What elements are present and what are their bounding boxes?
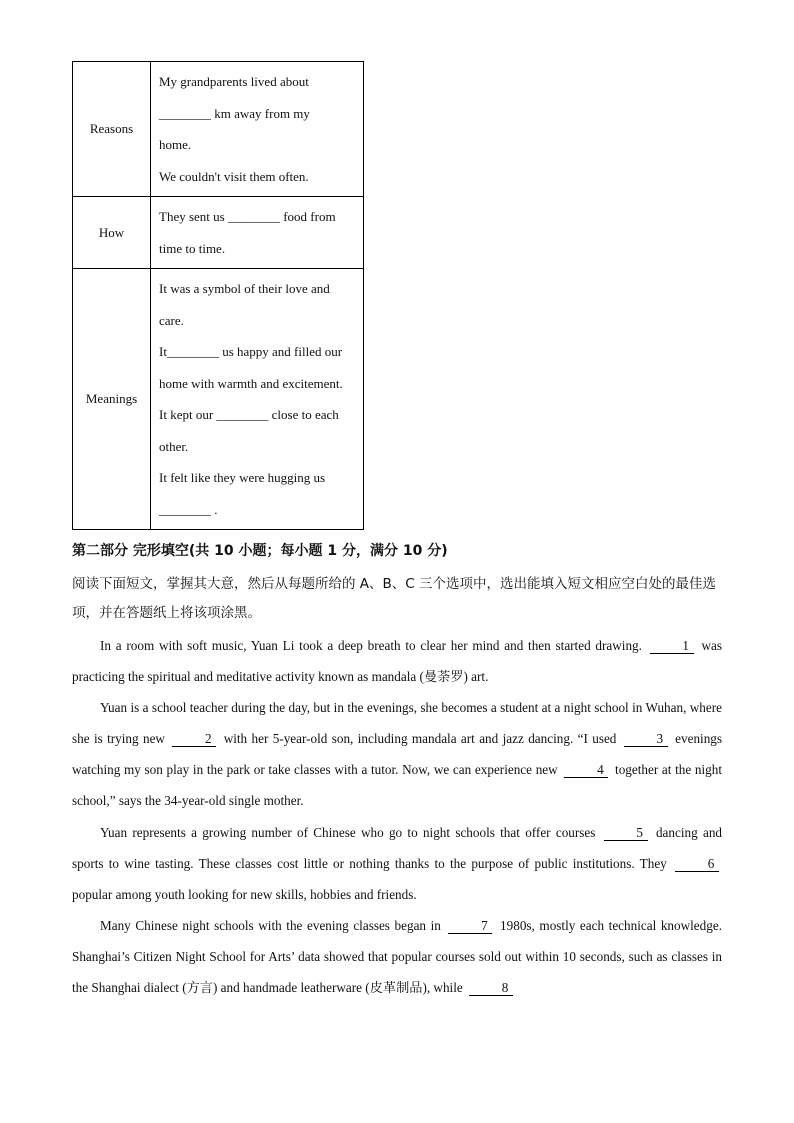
passage-text: Many Chinese night schools with the evening classes began in xyxy=(100,917,441,933)
row-label: How xyxy=(73,197,151,269)
info-table xyxy=(72,61,364,530)
table-row xyxy=(73,269,364,530)
passage-text: with her 5-year-old son, including mandala art and jazz dancing. “I used xyxy=(223,731,617,747)
blank-3: 3 xyxy=(624,731,668,747)
paragraph xyxy=(72,630,722,692)
row-line: We couldn't visit them often. xyxy=(159,168,309,184)
row-line: ________ km away from my xyxy=(159,105,310,121)
section-instruction: 阅读下面短文，掌握其大意，然后从每题所给的 A、B、C 三个选项中，选出能填入短文相应空白处的最佳选项，并在答题纸上将该项涂黑。 xyxy=(72,576,717,621)
passage-text: was practicing the spiritual and meditative activity known as mandala (曼荼罗) art. xyxy=(72,638,722,685)
blank-2: 2 xyxy=(172,731,216,747)
table-row xyxy=(73,197,364,269)
passage-text: popular among youth looking for new skills, hobbies and friends. xyxy=(72,886,417,902)
row-line: care. xyxy=(159,312,184,328)
section-heading: 第二部分 完形填空(共 10 小题；每小题 1 分，满分 10 分) xyxy=(72,543,448,559)
blank-1: 1 xyxy=(650,638,694,654)
blank-6: 6 xyxy=(675,856,719,872)
paragraph xyxy=(72,817,722,910)
row-line: It________ us happy and filled our xyxy=(159,344,343,359)
blank-4: 4 xyxy=(564,762,608,778)
passage-text: 1980s, mostly each technical knowledge. Shanghai’s Citizen Night School for Arts’ data showed that popular courses sold out within 10 seconds, such as classes in the Shanghai dialect (方言) and handmade leatherware (皮革制品), while xyxy=(72,917,723,996)
passage-text: Yuan represents a growing number of Chinese who go to night schools that offer courses xyxy=(100,824,596,840)
row-line: ________ . xyxy=(159,501,218,517)
row-content xyxy=(151,269,364,530)
row-line: other. xyxy=(159,438,189,454)
row-line: home with warmth and excitement. xyxy=(159,375,343,391)
row-content xyxy=(151,62,364,197)
passage-text: evenings watching my son play in the park or take classes with a tutor. Now, we can experience new xyxy=(72,731,723,778)
row-label: Meanings xyxy=(73,269,151,530)
paragraph xyxy=(72,910,722,1003)
row-line: My grandparents lived about xyxy=(159,74,309,89)
table-row xyxy=(73,62,364,197)
cloze-passage xyxy=(72,630,722,1003)
passage-text: together at the night school,” says the 34-year-old single mother. xyxy=(72,762,723,809)
row-line: It felt like they were hugging us xyxy=(159,470,326,485)
row-line: It was a symbol of their love and xyxy=(159,281,330,296)
row-line: time to time. xyxy=(159,240,226,256)
paragraph xyxy=(72,692,722,816)
row-line: They sent us ________ food from xyxy=(159,209,336,224)
passage-text: dancing and sports to wine tasting. These classes cost little or nothing thanks to the purpose of public institutions. They xyxy=(72,824,723,871)
row-content xyxy=(151,197,364,269)
blank-7: 7 xyxy=(448,918,492,934)
blank-5: 5 xyxy=(604,825,648,841)
passage-text: In a room with soft music, Yuan Li took a deep breath to clear her mind and then started drawing. xyxy=(100,638,642,653)
row-label: Reasons xyxy=(73,62,151,197)
row-line: It kept our ________ close to each xyxy=(159,407,339,422)
blank-8: 8 xyxy=(469,980,513,996)
row-line: home. xyxy=(159,137,192,152)
passage-text: Yuan is a school teacher during the day, but in the evenings, she becomes a student at a night school in Wuhan, where she is trying new xyxy=(72,700,722,747)
